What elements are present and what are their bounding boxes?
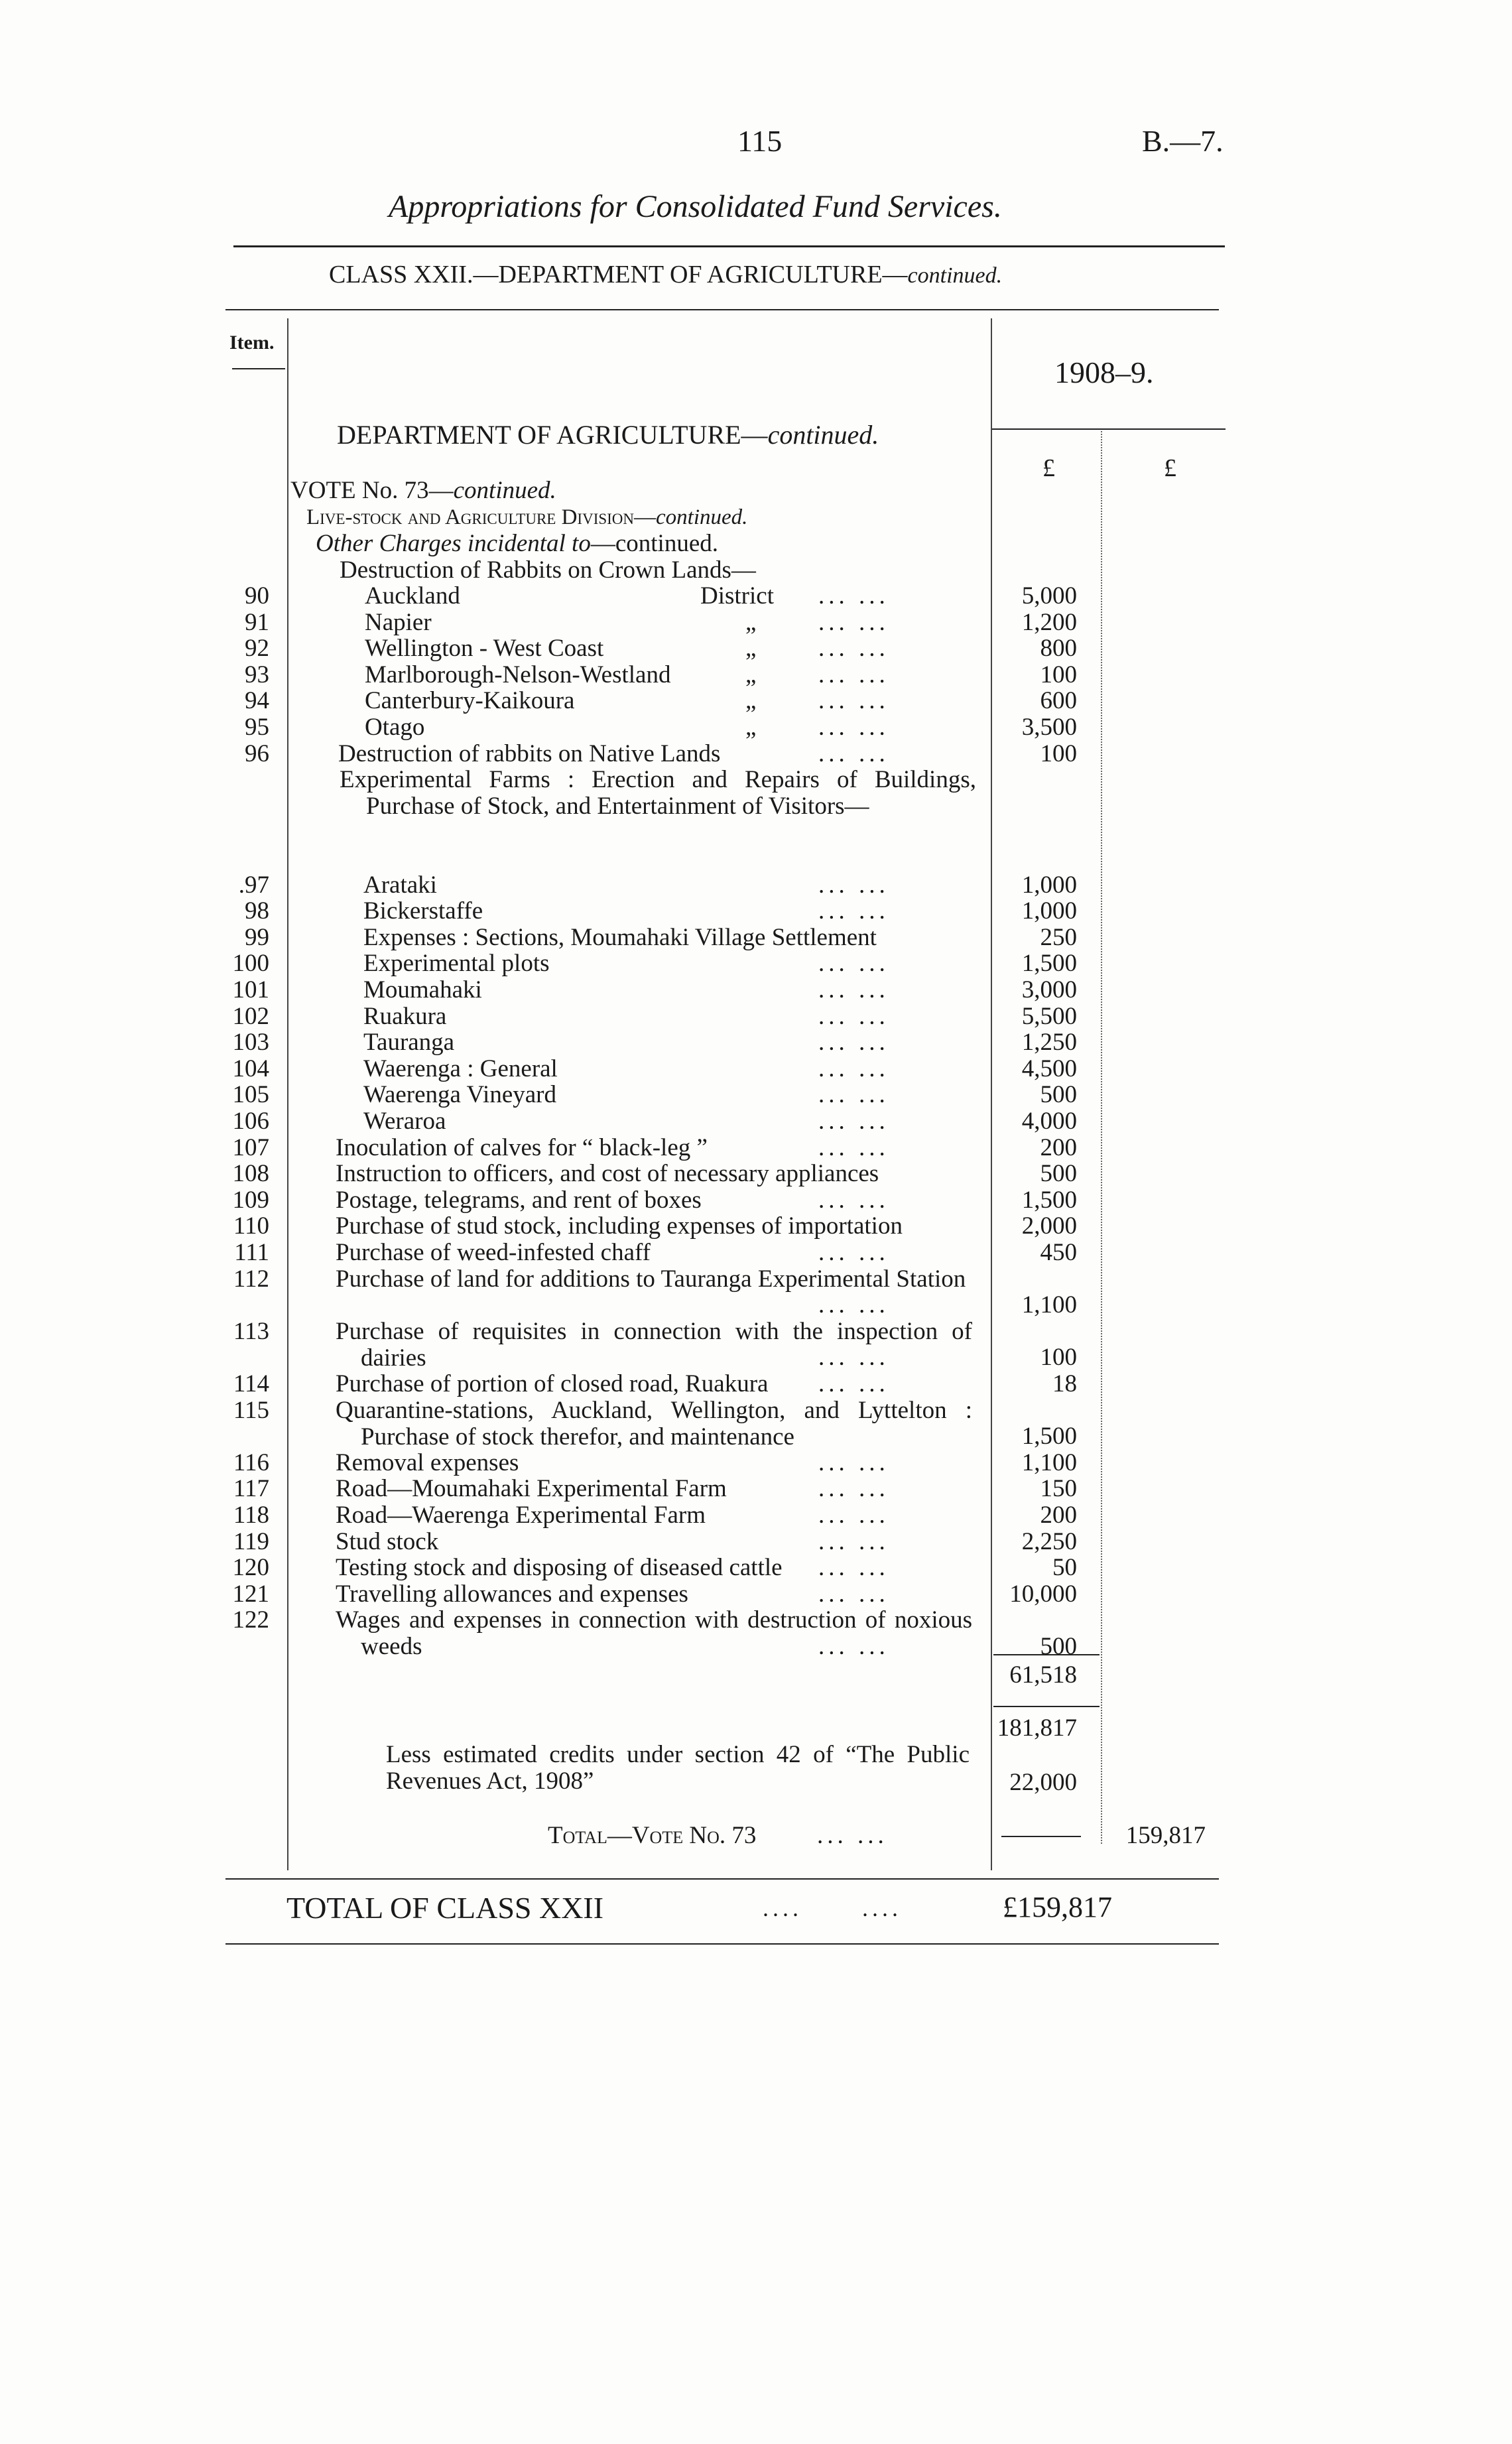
item-number: 106 <box>232 1108 269 1135</box>
item-amount: 50 <box>1052 1554 1077 1582</box>
dot-leader: ... ... <box>818 976 889 1003</box>
item-column-header: Item. <box>229 332 275 354</box>
item-label: Arataki <box>363 871 437 899</box>
total-column-rule <box>1101 431 1102 1844</box>
item-amount: 3,000 <box>1021 976 1077 1003</box>
item-number: 99 <box>245 923 269 951</box>
item-amount: 450 <box>1040 1239 1077 1266</box>
item-label: Wellington - West Coast <box>365 635 604 663</box>
item-amount: 100 <box>1040 740 1077 767</box>
class-total-leader: .... .... <box>763 1895 902 1921</box>
item-number: 115 <box>233 1396 269 1424</box>
dot-leader: ... ... <box>818 950 889 978</box>
dot-leader: ... ... <box>818 1002 889 1030</box>
item-amount: 200 <box>1040 1133 1077 1161</box>
dot-leader: ... ... <box>818 1186 889 1214</box>
item-number: 103 <box>232 1029 269 1057</box>
dot-leader: ... ... <box>818 1527 889 1555</box>
item-number: 117 <box>233 1475 269 1503</box>
item-amount: 5,000 <box>1021 582 1077 610</box>
dot-leader: ... ... <box>818 1055 889 1082</box>
item-number: 111 <box>234 1239 269 1266</box>
ditto-mark: „ <box>745 608 757 636</box>
item-number: 119 <box>233 1527 269 1555</box>
item-number: 94 <box>245 687 269 715</box>
item-label: Waerenga : General <box>363 1055 558 1082</box>
item-number: 121 <box>232 1580 269 1608</box>
district-label: District <box>700 582 774 610</box>
class-heading <box>329 260 1002 289</box>
year-column-header: 1908–9. <box>1054 355 1154 389</box>
item-number: 109 <box>232 1186 269 1214</box>
dot-leader: ... ... <box>818 1633 889 1660</box>
dot-leader: ... ... <box>818 687 889 715</box>
item-label: Wages and expenses in connection with destruction of noxious weeds <box>336 1606 972 1661</box>
dot-leader: ... ... <box>818 635 889 663</box>
dot-leader: ... ... <box>818 661 889 688</box>
dot-leader: ... ... <box>818 871 889 899</box>
department-heading-text: DEPARTMENT OF AGRICULTURE— <box>337 420 768 450</box>
division-heading <box>306 505 747 530</box>
item-label: Weraroa <box>363 1108 446 1135</box>
item-amount: 3,500 <box>1021 714 1077 741</box>
item-amount: 18 <box>1052 1370 1077 1397</box>
other-charges-text: Other Charges incidental to <box>316 530 591 557</box>
item-number: 104 <box>232 1055 269 1082</box>
dot-leader: ... ... <box>818 1580 889 1608</box>
item-column-rule <box>287 318 288 1870</box>
ditto-mark: „ <box>745 714 757 741</box>
item-label: Moumahaki <box>363 976 482 1003</box>
item-number: .97 <box>238 871 269 899</box>
item-number: 116 <box>233 1448 269 1476</box>
item-label: Testing stock and disposing of diseased cattle <box>336 1554 783 1582</box>
ditto-mark: „ <box>745 635 757 663</box>
item-label: Tauranga <box>363 1029 455 1057</box>
vote-total-amount: 159,817 <box>1125 1822 1206 1849</box>
other-charges-suffix: —continued. <box>590 530 718 557</box>
item-number: 101 <box>232 976 269 1003</box>
item-amount: 500 <box>1040 1081 1077 1109</box>
dot-leader: ... ... <box>818 1502 889 1529</box>
item-number: 92 <box>245 635 269 663</box>
item-number: 90 <box>245 582 269 610</box>
item-number: 100 <box>232 950 269 978</box>
item-label: Purchase of portion of closed road, Ruakura <box>336 1370 769 1397</box>
item-amount: 2,000 <box>1021 1212 1077 1240</box>
item-number: 110 <box>233 1212 269 1240</box>
item-label: Travelling allowances and expenses <box>336 1580 688 1608</box>
item-amount: 200 <box>1040 1502 1077 1529</box>
dot-leader: ... ... <box>818 608 889 636</box>
item-label: Auckland <box>365 582 460 610</box>
item-amount: 1,500 <box>1021 950 1077 978</box>
item-number: 122 <box>232 1606 269 1634</box>
other-charges-heading <box>316 531 718 557</box>
currency-col2-header: £ <box>1164 454 1176 482</box>
page-number: 115 <box>737 124 783 158</box>
item-amount: 5,500 <box>1021 1002 1077 1030</box>
class-heading-text: CLASS XXII.—DEPARTMENT OF AGRICULTURE— <box>329 261 908 289</box>
item-label: Purchase of stud stock, including expenses of importation <box>336 1212 903 1240</box>
item-label: Road—Waerenga Experimental Farm <box>336 1502 706 1529</box>
dot-leader: ... ... <box>818 897 889 925</box>
dot-leader: ... ... <box>818 1133 889 1161</box>
item-number: 112 <box>233 1265 269 1293</box>
item-amount: 600 <box>1040 687 1077 715</box>
item-label: Canterbury-Kaikoura <box>365 687 575 715</box>
dot-leader: ... ... <box>818 740 889 767</box>
item-number: 96 <box>245 740 269 767</box>
item-label: Purchase of land for additions to Tauranga Experimental Station <box>336 1265 966 1293</box>
item-amount: 150 <box>1040 1475 1077 1503</box>
item-number: 98 <box>245 897 269 925</box>
department-heading-suffix: continued. <box>767 420 879 450</box>
item-label: Stud stock <box>336 1527 439 1555</box>
vote-heading-text: VOTE No. 73— <box>290 477 454 504</box>
item-amount: 1,100 <box>1021 1291 1077 1319</box>
dot-leader: ... ... <box>818 1554 889 1582</box>
item-amount: 1,000 <box>1021 897 1077 925</box>
item-amount: 1,200 <box>1021 608 1077 636</box>
dot-leader: ... ... <box>818 1081 889 1109</box>
subtotal-rule <box>993 1654 1100 1655</box>
amount-column-rule <box>991 318 992 1870</box>
item-amount: 1,000 <box>1021 871 1077 899</box>
item-label: Road—Moumahaki Experimental Farm <box>336 1475 727 1503</box>
division-heading-text: Live-stock and Agriculture Division— <box>306 505 657 529</box>
item-label: Purchase of requisites in connection with the inspection of dairies <box>336 1317 972 1372</box>
item-label: Instruction to officers, and cost of necessary appliances <box>336 1160 879 1188</box>
item-label: Otago <box>365 714 425 741</box>
dot-leader: ... ... <box>818 1344 889 1372</box>
item-amount: 10,000 <box>1009 1580 1077 1608</box>
item-number: 107 <box>232 1133 269 1161</box>
credits-label <box>386 1742 970 1795</box>
credits-label-text: Less estimated credits under section 42 of “The Public Revenues Act, 1908” <box>386 1741 970 1795</box>
currency-col1-header: £ <box>1042 454 1055 482</box>
ditto-mark: „ <box>745 661 757 688</box>
year-header-rule <box>992 428 1226 430</box>
item-label: Removal expenses <box>336 1448 519 1476</box>
item-number: 114 <box>233 1370 269 1397</box>
item-amount: 800 <box>1040 635 1077 663</box>
dot-leader: ... ... <box>818 1448 889 1476</box>
class-total-amount: £159,817 <box>1003 1891 1112 1923</box>
item-label: Purchase of weed-infested chaff <box>336 1239 651 1266</box>
item-amount: 500 <box>1040 1633 1077 1660</box>
class-total-bottom-rule <box>225 1943 1219 1945</box>
subtotal-amount: 61,518 <box>1009 1661 1077 1689</box>
item-amount: 2,250 <box>1021 1527 1077 1555</box>
item-amount: 1,100 <box>1021 1448 1077 1476</box>
item-amount: 4,500 <box>1021 1055 1077 1082</box>
dot-leader: ... ... <box>818 1108 889 1135</box>
item-label: Expenses : Sections, Moumahaki Village Settlement <box>363 923 877 951</box>
item-number: 113 <box>233 1317 269 1345</box>
item-number: 93 <box>245 661 269 688</box>
dot-leader: ... ... <box>818 1291 889 1319</box>
gross-amount: 181,817 <box>997 1714 1077 1742</box>
item-label: Quarantine-stations, Auckland, Wellington, and Lyttelton : Purchase of stock therefor, and maintenance <box>336 1396 972 1450</box>
dot-leader: ... ... <box>818 1370 889 1397</box>
dot-leader: ... ... <box>818 582 889 610</box>
vote-heading-suffix: continued. <box>453 477 556 504</box>
rabbits-crown-heading: Destruction of Rabbits on Crown Lands— <box>340 556 756 584</box>
dot-leader: ... ... <box>818 1475 889 1503</box>
page-title: Appropriations for Consolidated Fund Services. <box>389 189 1002 224</box>
dot-leader: ... ... <box>818 714 889 741</box>
item-number: 102 <box>232 1002 269 1030</box>
item-label: Waerenga Vineyard <box>363 1081 556 1109</box>
division-heading-suffix: continued. <box>656 505 748 529</box>
item-label: Napier <box>365 608 432 636</box>
item-label: Experimental plots <box>363 950 550 978</box>
item-label: Inoculation of calves for “ black-leg ” <box>336 1133 708 1161</box>
credits-amount: 22,000 <box>1009 1769 1077 1796</box>
item-label: Postage, telegrams, and rent of boxes <box>336 1186 702 1214</box>
item-number: 108 <box>232 1160 269 1188</box>
vote-total-rule <box>1001 1836 1081 1837</box>
item-amount: 1,250 <box>1021 1029 1077 1057</box>
vote-total-leader: ... ... <box>817 1822 888 1849</box>
experimental-farms-heading: Experimental Farms : Erection and Repairs of Buildings, Purchase of Stock, and Entertainment of Visitors— <box>340 766 976 820</box>
item-label: Ruakura <box>363 1002 447 1030</box>
item-number: 91 <box>245 608 269 636</box>
vote-total-label: Total—Vote No. 73 <box>548 1822 757 1849</box>
header-rule <box>225 309 1219 310</box>
class-heading-suffix: continued. <box>907 263 1003 288</box>
item-label: Bickerstaffe <box>363 897 483 925</box>
title-rule <box>233 245 1225 247</box>
item-amount: 250 <box>1040 923 1077 951</box>
item-number: 120 <box>232 1554 269 1582</box>
item-amount: 4,000 <box>1021 1108 1077 1135</box>
item-amount: 1,500 <box>1021 1186 1077 1214</box>
item-label: Destruction of rabbits on Native Lands <box>338 740 721 767</box>
item-amount: 100 <box>1040 661 1077 688</box>
ditto-mark: „ <box>745 687 757 715</box>
item-amount: 1,500 <box>1021 1423 1077 1450</box>
dot-leader: ... ... <box>818 1029 889 1057</box>
item-header-rule <box>232 368 285 369</box>
department-heading <box>337 422 879 448</box>
item-label: Marlborough-Nelson-Westland <box>365 661 671 688</box>
item-amount: 100 <box>1040 1344 1077 1372</box>
item-number: 95 <box>245 714 269 741</box>
item-number: 118 <box>233 1502 269 1529</box>
document-reference: B.—7. <box>1142 124 1224 158</box>
gross-rule <box>993 1706 1100 1707</box>
item-amount: 500 <box>1040 1160 1077 1188</box>
class-total-top-rule <box>225 1878 1219 1880</box>
dot-leader: ... ... <box>818 1239 889 1266</box>
vote-heading <box>290 478 556 504</box>
item-number: 105 <box>232 1081 269 1109</box>
class-total-label: TOTAL OF CLASS XXII <box>286 1891 604 1925</box>
